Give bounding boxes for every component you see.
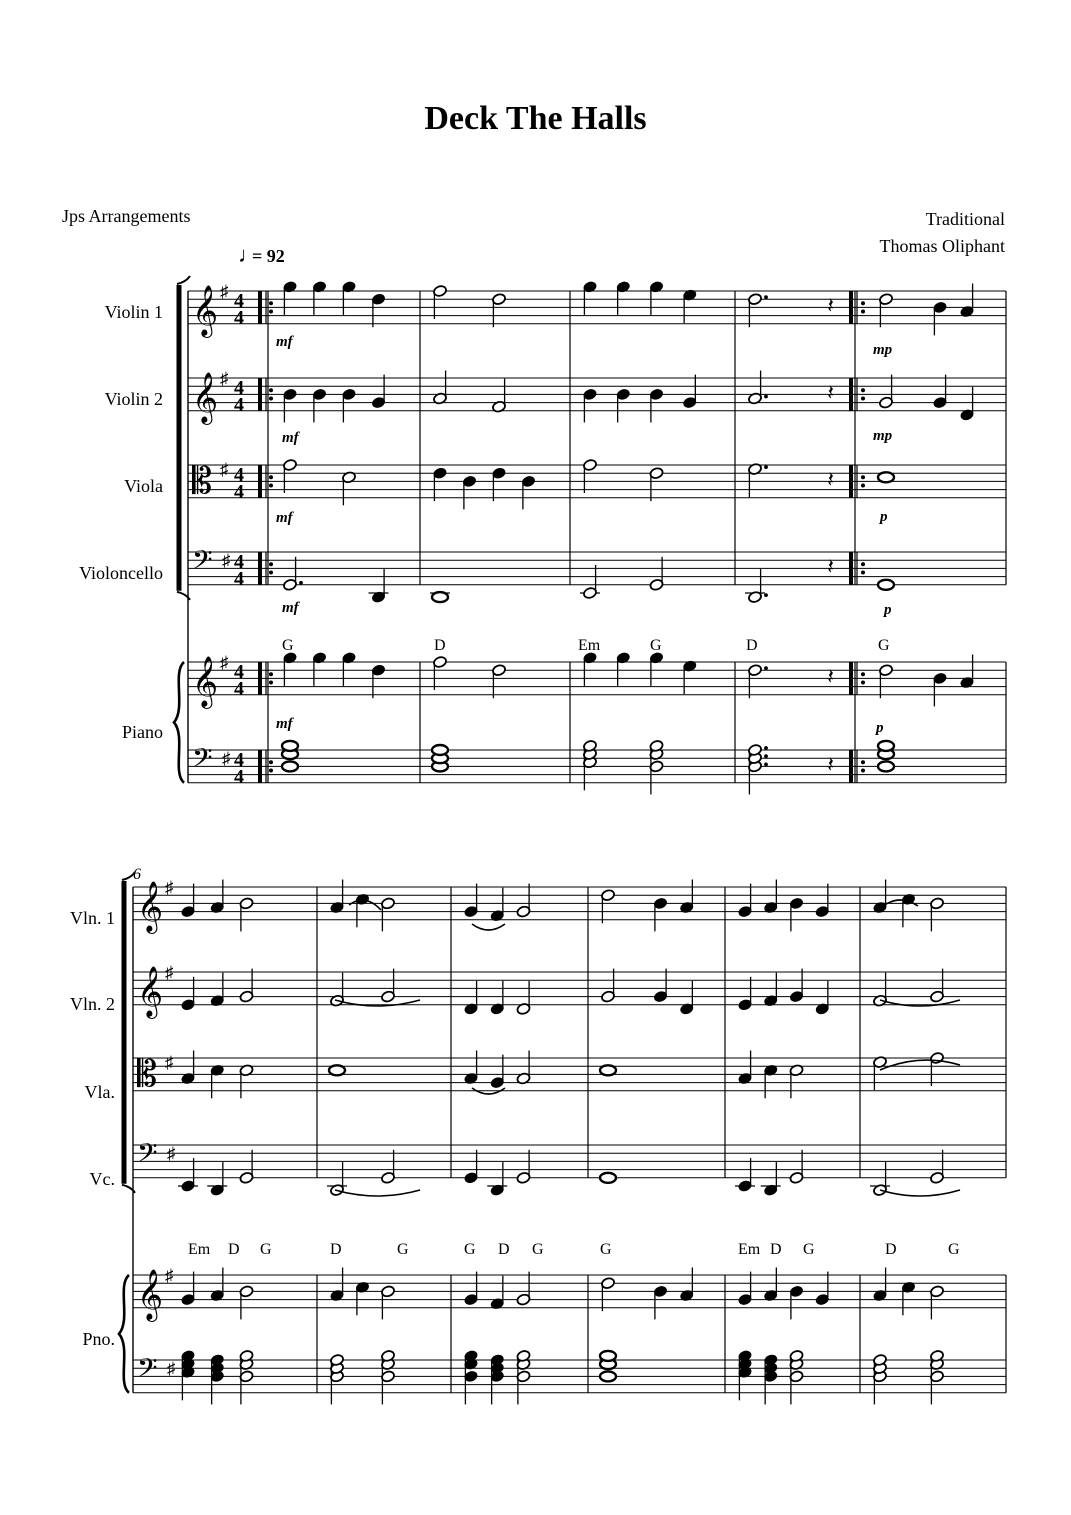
repeat-dot: [269, 760, 273, 764]
chord-symbol: G: [532, 1241, 544, 1258]
repeat-dot: [861, 760, 865, 764]
key-signature-sharp: ♯: [220, 653, 229, 672]
augmentation-dot: [764, 593, 768, 597]
instrument-name-violin2: Vln. 2: [70, 994, 115, 1014]
key-signature-sharp: ♯: [222, 551, 231, 571]
time-signature: 4: [234, 394, 244, 416]
piano-brace: [174, 662, 184, 783]
repeat-dot: [861, 397, 865, 401]
repeat-dot: [861, 388, 865, 392]
instrument-name-piano: Pno.: [82, 1329, 115, 1349]
repeat-dot: [861, 301, 865, 305]
repeat-dot: [861, 484, 865, 488]
treble-clef: 𝄞: [192, 286, 219, 335]
chord-symbol: G: [650, 637, 662, 654]
chord-symbol: G: [397, 1241, 409, 1258]
repeat-dot: [861, 681, 865, 685]
whole-note: [878, 741, 894, 751]
instrument-name-violin1: Violin 1: [104, 302, 163, 322]
time-signature: 4: [234, 551, 244, 573]
key-signature-sharp: ♯: [165, 878, 174, 897]
chord-symbol: D: [885, 1241, 897, 1258]
repeat-dot: [269, 475, 273, 479]
key-signature-sharp: ♯: [165, 963, 174, 982]
alto-clef: 𝄡: [137, 1054, 158, 1094]
instrument-name-piano: Piano: [121, 722, 163, 742]
dynamic-marking: mp: [873, 428, 893, 444]
repeat-dot: [861, 571, 865, 575]
time-signature: 4: [234, 749, 244, 771]
chord-symbol: D: [434, 637, 446, 654]
treble-clef: 𝄞: [192, 657, 219, 706]
dynamic-marking: mf: [282, 430, 299, 446]
whole-note: [878, 580, 894, 590]
instrument-name-violin1: Vln. 1: [70, 908, 115, 928]
chord-symbol: G: [803, 1241, 815, 1258]
time-signature: 4: [234, 568, 244, 590]
quarter-rest: 𝄽: [827, 554, 834, 579]
time-signature: 4: [234, 481, 244, 503]
augmentation-dot: [764, 395, 768, 399]
slur: [880, 1190, 960, 1196]
key-signature-sharp: ♯: [220, 460, 229, 480]
dynamic-marking: mp: [873, 342, 893, 358]
chord-symbol: Em: [738, 1241, 761, 1258]
whole-note: [878, 472, 894, 482]
time-signature: 4: [234, 661, 244, 683]
bracket-hook: [177, 276, 190, 284]
repeat-dot: [269, 397, 273, 401]
instrument-name-violin2: Violin 2: [104, 389, 163, 409]
time-signature: 4: [234, 766, 244, 788]
lyricist-name: Thomas Oliphant: [879, 236, 1005, 256]
quarter-rest: 𝄽: [827, 380, 834, 405]
chord-symbol: G: [948, 1241, 960, 1258]
piano-brace: [119, 1275, 129, 1393]
tempo-marking: = 92: [252, 246, 285, 266]
repeat-dot: [269, 301, 273, 305]
dynamic-marking: mf: [276, 510, 293, 526]
chord-symbol: Em: [578, 637, 601, 654]
bass-clef: 𝄢: [192, 545, 213, 581]
instrument-name-cello: Violoncello: [79, 563, 163, 583]
treble-clef: 𝄞: [137, 967, 164, 1016]
augmentation-dot: [764, 763, 768, 767]
bass-clef: 𝄢: [192, 743, 213, 779]
treble-clef: 𝄞: [137, 882, 164, 931]
augmentation-dot: [299, 581, 303, 585]
whole-note: [600, 1065, 616, 1075]
chord-symbol: G: [600, 1241, 612, 1258]
chord-symbol: D: [228, 1241, 240, 1258]
chord-symbol: Em: [188, 1241, 211, 1258]
tempo-note-icon: ♩: [238, 242, 260, 267]
slur: [880, 1060, 960, 1070]
key-signature-sharp: ♯: [167, 1144, 176, 1164]
dynamic-marking: mf: [276, 334, 293, 350]
whole-note: [600, 1351, 616, 1361]
dynamic-marking: p: [880, 509, 888, 525]
key-signature-sharp: ♯: [165, 1266, 174, 1285]
time-signature: 4: [234, 290, 244, 312]
time-signature: 4: [234, 307, 244, 329]
augmentation-dot: [764, 746, 768, 750]
augmentation-dot: [764, 295, 768, 299]
chord-symbol: G: [878, 637, 890, 654]
chord-symbol: D: [746, 637, 758, 654]
repeat-dot: [269, 484, 273, 488]
dynamic-marking: mf: [282, 600, 299, 616]
repeat-dot: [861, 672, 865, 676]
key-signature-sharp: ♯: [222, 749, 231, 769]
instrument-name-cello: Vc.: [89, 1169, 115, 1189]
slur: [472, 924, 505, 930]
composer-name: Traditional: [925, 209, 1005, 229]
chord-symbol: D: [770, 1241, 782, 1258]
whole-note: [282, 741, 298, 751]
piece-title: Deck The Halls: [424, 100, 647, 137]
augmentation-dot: [764, 465, 768, 469]
repeat-dot: [861, 562, 865, 566]
chord-symbol: G: [282, 637, 294, 654]
quarter-rest: 𝄽: [827, 752, 834, 777]
treble-clef: 𝄞: [137, 1270, 164, 1319]
repeat-dot: [269, 388, 273, 392]
instrument-name-viola: Vla.: [84, 1082, 115, 1102]
chord-symbol: G: [464, 1241, 476, 1258]
quarter-rest: 𝄽: [827, 293, 834, 318]
quarter-rest: 𝄽: [827, 664, 834, 689]
dynamic-marking: p: [884, 602, 892, 618]
slur: [335, 1190, 420, 1196]
instrument-name-viola: Viola: [124, 476, 163, 496]
chord-symbol: G: [260, 1241, 272, 1258]
treble-clef: 𝄞: [192, 373, 219, 422]
augmentation-dot: [764, 666, 768, 670]
whole-note: [600, 1173, 616, 1183]
repeat-dot: [269, 310, 273, 314]
whole-note: [600, 1371, 616, 1381]
arranger-credit: Jps Arrangements: [62, 206, 191, 226]
chord-symbol: D: [498, 1241, 510, 1258]
repeat-dot: [269, 571, 273, 575]
alto-clef: 𝄡: [192, 461, 213, 501]
chord-symbol: D: [330, 1241, 342, 1258]
repeat-dot: [861, 769, 865, 773]
repeat-dot: [861, 475, 865, 479]
whole-note: [432, 745, 448, 755]
augmentation-dot: [764, 754, 768, 758]
measure-number: 6: [133, 866, 141, 883]
quarter-rest: 𝄽: [827, 467, 834, 492]
bass-clef: 𝄢: [137, 1353, 158, 1389]
key-signature-sharp: ♯: [220, 282, 229, 301]
dynamic-marking: p: [876, 720, 884, 736]
key-signature-sharp: ♯: [220, 369, 229, 388]
repeat-dot: [269, 562, 273, 566]
time-signature: 4: [234, 678, 244, 700]
repeat-dot: [269, 672, 273, 676]
bass-clef: 𝄢: [137, 1138, 158, 1174]
time-signature: 4: [234, 377, 244, 399]
repeat-dot: [269, 769, 273, 773]
dynamic-marking: mf: [276, 716, 293, 732]
whole-note: [282, 761, 298, 771]
repeat-dot: [269, 681, 273, 685]
repeat-dot: [861, 310, 865, 314]
key-signature-sharp: ♯: [165, 1053, 174, 1073]
whole-note: [878, 761, 894, 771]
key-signature-sharp: ♯: [167, 1359, 176, 1379]
time-signature: 4: [234, 464, 244, 486]
whole-note: [329, 1065, 345, 1075]
whole-note: [432, 592, 448, 602]
